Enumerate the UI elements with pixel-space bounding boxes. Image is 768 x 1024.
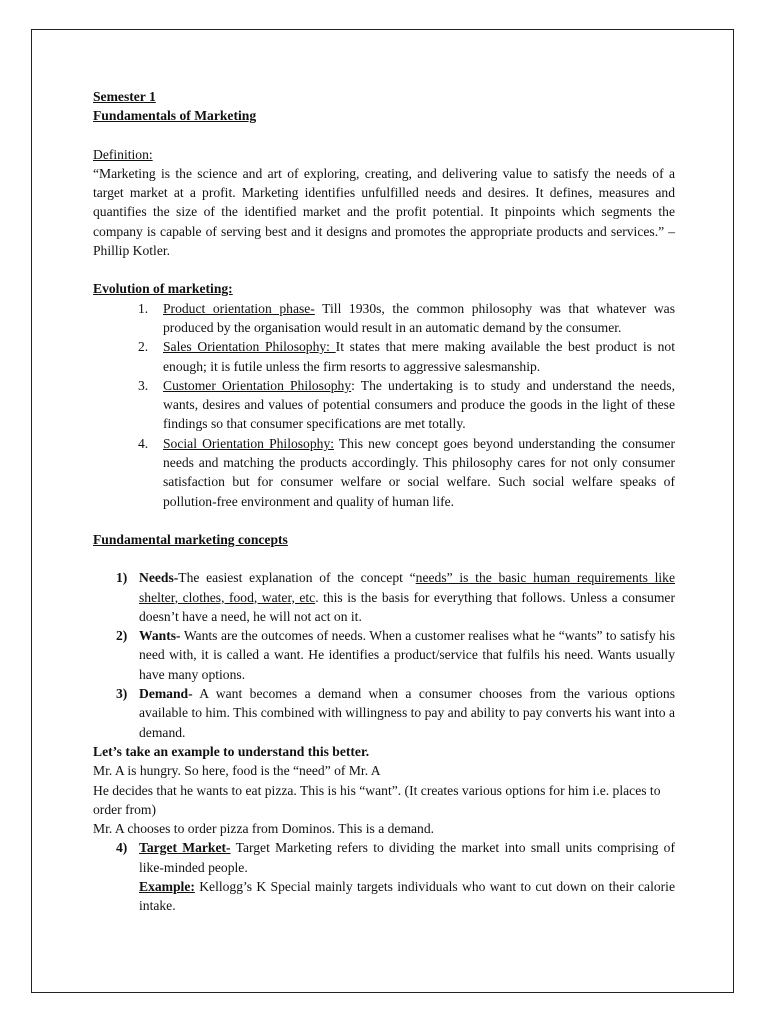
item-text: Till 1930s, the common philosophy was that whatever was produced by the organisation would result in an automatic demand by the consumer. bbox=[163, 300, 676, 335]
list-item bbox=[93, 684, 675, 742]
item-number: 3. bbox=[138, 377, 149, 393]
item-term: Social Orientation Philosophy: bbox=[163, 435, 335, 451]
item-term: Demand- bbox=[139, 686, 193, 702]
item-number: 1) bbox=[116, 570, 128, 586]
item-text: . this is the basis for everything that follows. Unless a consumer doesn’t have a need, he will not act on it. bbox=[139, 589, 675, 624]
example-text: Kellogg’s K Special mainly targets individuals who want to cut down on their calorie intake. bbox=[139, 878, 675, 914]
concepts-list-continued bbox=[93, 838, 675, 915]
list-item bbox=[93, 299, 675, 338]
item-text: Target Marketing refers to dividing the market into small units comprising of like-minded people. bbox=[139, 840, 675, 875]
document-title: Fundamentals of Marketing bbox=[93, 108, 257, 124]
definition-heading: Definition: bbox=[93, 146, 153, 162]
list-item bbox=[93, 568, 675, 626]
item-text: The easiest explanation of the concept “ bbox=[178, 570, 416, 586]
example-label: Example: bbox=[139, 878, 195, 894]
item-text: A want becomes a demand when a consumer chooses from the various options available to him. This combined with willingness to pay and ability to pay converts his want into a demand. bbox=[139, 686, 675, 740]
item-number: 1. bbox=[138, 300, 149, 316]
evolution-list bbox=[93, 299, 675, 511]
item-term: Target Market- bbox=[139, 840, 231, 856]
list-item bbox=[93, 337, 675, 376]
concepts-heading: Fundamental marketing concepts bbox=[93, 531, 288, 547]
item-number: 2. bbox=[138, 339, 149, 355]
item-number: 2) bbox=[116, 628, 128, 644]
definition-text: “Marketing is the science and art of exploring, creating, and delivering value to satisfy the needs of a target market at a profit. Marketing identifies unfulfilled needs and desires. It defines, measures and quantifies the size of the identified market and the profit potential. It pinpoints which segments the company is capable of serving best and it designs and promotes the appropriate products and services.” – Phillip Kotler. bbox=[93, 165, 675, 259]
document-body bbox=[93, 87, 675, 916]
item-number: 3) bbox=[116, 686, 128, 702]
list-item bbox=[93, 376, 675, 434]
example-block bbox=[93, 742, 675, 838]
item-text: It states that mere making available the best product is not enough; it is futile unless the firm resorts to aggressive salesmanship. bbox=[163, 339, 676, 374]
example-line: Mr. A is hungry. So here, food is the “need” of Mr. A bbox=[93, 763, 381, 779]
example-line: Mr. A chooses to order pizza from Dominos. This is a demand. bbox=[93, 821, 435, 837]
item-number: 4. bbox=[138, 435, 149, 451]
item-term: Needs- bbox=[139, 570, 179, 586]
item-term: Sales Orientation Philosophy: bbox=[163, 339, 336, 355]
item-text: : The undertaking is to study and understand the needs, wants, desires and values of potential consumers and produce the goods in the light of these findings so that consumer specifications are met totally. bbox=[163, 377, 675, 432]
item-term: Customer Orientation Philosophy bbox=[163, 377, 352, 393]
list-item bbox=[93, 626, 675, 684]
item-term: Product orientation phase- bbox=[163, 300, 315, 316]
list-item bbox=[93, 838, 675, 915]
item-text-underlined: needs” is the basic human requirements like shelter, clothes, food, water, etc bbox=[139, 570, 675, 605]
item-term: Wants- bbox=[139, 628, 181, 644]
example-line: He decides that he wants to eat pizza. This is his “want”. (It creates various options for him i.e. places to order from) bbox=[93, 782, 661, 817]
item-number: 4) bbox=[116, 840, 128, 856]
list-item bbox=[93, 434, 675, 511]
item-text: This new concept goes beyond understanding the consumer needs and matching the products accordingly. This philosophy cares for not only consumer satisfaction but for consumer welfare or social welfare. Such social welfare speaks of pollution-free environment and quality of human life. bbox=[163, 435, 675, 509]
item-text: Wants are the outcomes of needs. When a customer realises what he “wants” to satisfy his need with, it is called a want. He identifies a product/service that fulfils his need. Wants usually have many options. bbox=[139, 628, 675, 682]
example-heading: Let’s take an example to understand this better. bbox=[93, 743, 370, 759]
concepts-list bbox=[93, 568, 675, 742]
evolution-heading: Evolution of marketing: bbox=[93, 281, 233, 297]
semester-heading: Semester 1 bbox=[93, 89, 156, 104]
